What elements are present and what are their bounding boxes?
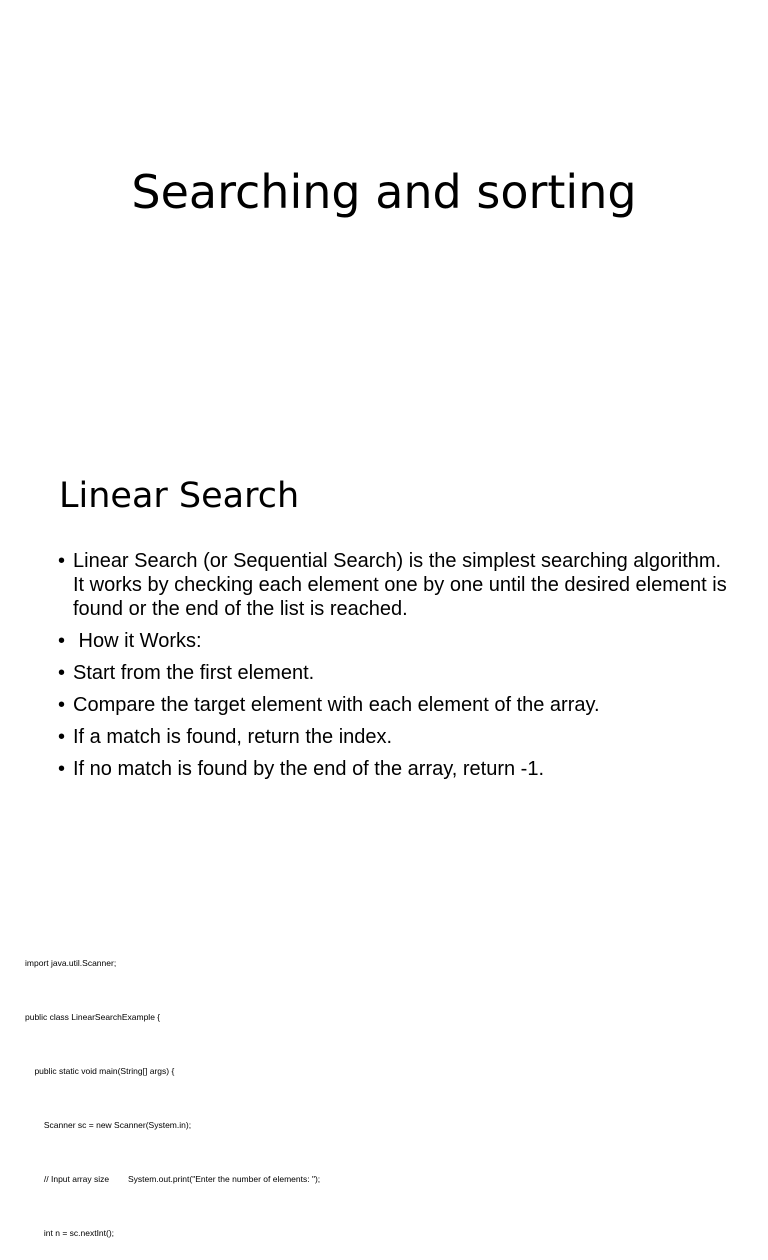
slide-title: Searching and sorting	[131, 165, 637, 219]
bullet-dot-icon: •	[58, 630, 66, 652]
code-line: Scanner sc = new Scanner(System.in);	[25, 1120, 192, 1130]
bullet-dot-icon: •	[58, 726, 66, 748]
bullet-text: Start from the first element.	[73, 662, 315, 684]
code-line: // Input array size System.out.print("Enter the number of elements: ");	[25, 1174, 321, 1184]
bullet-item	[56, 725, 736, 749]
bullet-item	[56, 693, 736, 717]
code-line: public class LinearSearchExample {	[25, 1012, 161, 1022]
bullet-text: If no match is found by the end of the array, return -1.	[73, 758, 544, 780]
code-snippet	[25, 918, 320, 1260]
bullet-text: Linear Search (or Sequential Search) is the simplest searching algorithm. It works by checking each element one by one until the desired element is found or the end of the list is reached.	[73, 550, 727, 620]
bullet-item	[56, 661, 736, 685]
code-line: int n = sc.nextInt();	[25, 1228, 115, 1238]
bullet-item	[56, 549, 736, 621]
bullet-list	[56, 549, 736, 789]
bullet-dot-icon: •	[58, 662, 66, 684]
bullet-item	[56, 629, 736, 653]
bullet-dot-icon: •	[58, 550, 66, 572]
code-line: public static void main(String[] args) {	[25, 1066, 175, 1076]
bullet-text: How it Works:	[73, 630, 202, 652]
bullet-dot-icon: •	[58, 694, 66, 716]
section-heading: Linear Search	[59, 476, 300, 516]
bullet-text: If a match is found, return the index.	[73, 726, 393, 748]
bullet-text: Compare the target element with each element of the array.	[73, 694, 600, 716]
bullet-dot-icon: •	[58, 758, 66, 780]
code-line: import java.util.Scanner;	[25, 958, 117, 968]
bullet-item	[56, 757, 736, 781]
